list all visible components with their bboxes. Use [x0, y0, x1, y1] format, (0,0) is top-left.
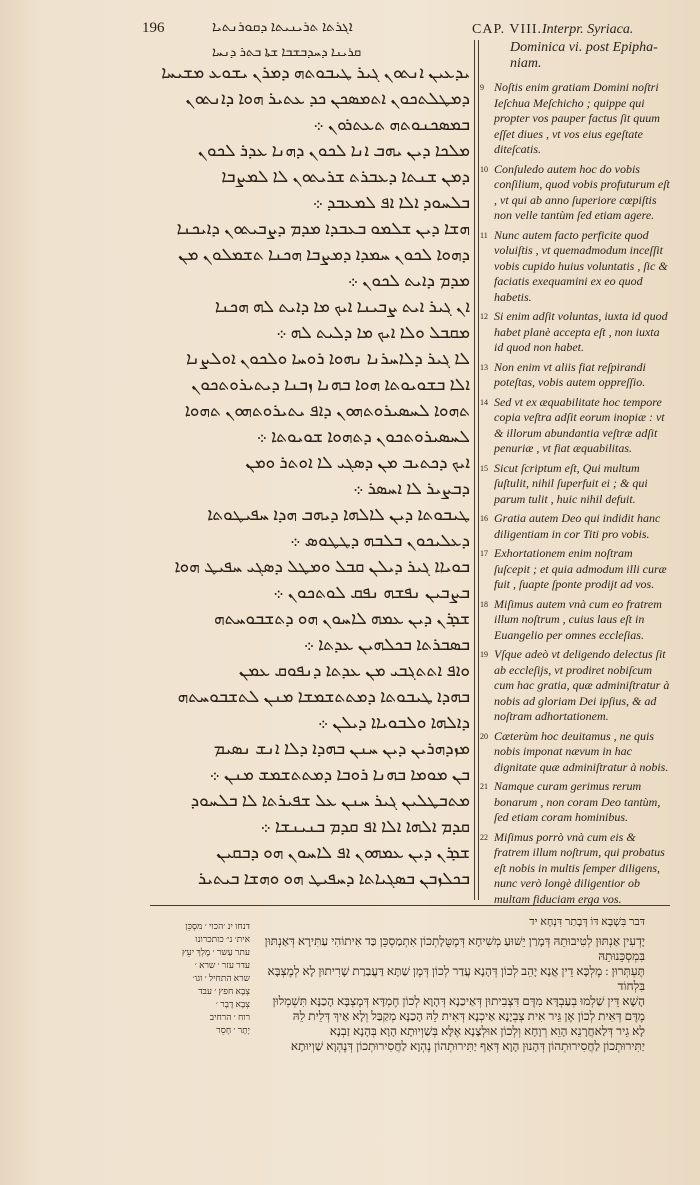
verse-number: 11: [480, 230, 488, 240]
verse-text: Si enim adſit voluntas, iuxta id quod habet planè accepta eſt , non iuxta id quod non habet.: [494, 309, 668, 354]
verse-text: Nunc autem facto perficite quod voluiſtis , vt quemadmodum inceſſit vobis cupido huius voluntatis , ſic & faciatis exequamini ex eo quod habetis.: [494, 227, 668, 304]
syriac-line: ܩܕܡ ܐܠܗܐ ܐܠܐ ܐܦ ܩܕܡ ܒܢܝܢܫܐ ܀: [260, 817, 470, 836]
verse-number: 16: [480, 514, 488, 523]
hebrew-side-notes: [155, 920, 250, 1037]
hebrew-gloss: עדר עזר ׳ שרא ׳: [194, 960, 250, 970]
verse-text: Miſimus autem vnà cum eo fratrem illum noſtrum , cuius laus eſt in Euangelio per omnes eccleſias.: [494, 596, 662, 642]
latin-verse: [480, 779, 670, 826]
verse-text: Non enim vt aliis fiat reſpirandi poteſtas, vobis autem oppreſſio.: [494, 359, 646, 389]
syriac-line: ܐܠܐ ܒܫܘܝܘܬܐ ܗܘܐ ܒܗܢܐ ܙܒܢܐ ܕܝܬܝܪܘܬܟܘܢ: [191, 375, 470, 394]
syriac-line: ܡܙܕܗܪܝܢ ܕܝܢ ܚܢܢ ܒܗܕܐ ܕܠܐ ܐܢܫ ܢܣܝܡ: [213, 739, 470, 758]
syriac-line: ܘܐܦ ܐܬܬܓܒܝ ܡܢ ܥܕܬܐ ܕܢܦܘܩ ܥܡܢ: [238, 661, 470, 680]
latin-verse: [480, 360, 670, 391]
syriac-line: ܐܝܟ ܕܟܬܝܒ ܡܢ ܕܣܓܝ ܠܐ ܐܘܬܪ ܘܡܢ: [245, 453, 470, 472]
syriac-line: ܠܐ ܓܝܪ ܕܠܐܚܪܢܐ ܢܗܘܐ ܪܘܚܐ ܘܠܟܘܢ ܐܘܠܨܢܐ: [186, 349, 470, 368]
syriac-line: ܫܕܪܢ ܕܝܢ ܥܡܗܘܢ ܐܦ ܠܐܚܘܢ ܗܘ ܕܒܩܝܢ: [216, 843, 470, 862]
hebrew-line: יַתִּירוּתְכוֹן לַחֲסִירוּתְהוֹן דְּהָנוּן הָוָא דְּאַף יַתִּירוּתְהוֹן נֶהְוָא לַחֲסִירוּתְכוֹן דְּנֶהְוָא שַׁוְיוּתָא: [290, 1039, 645, 1053]
column-rule: [474, 40, 475, 900]
latin-verse: [480, 228, 670, 306]
syriac-running-title: ܐܓܪܬܐ ܬܪܝܢܝܬܐ ܕܩܘܪܢܬܝܐ: [212, 20, 353, 35]
latin-text-column: [480, 80, 670, 911]
syriac-line: ܡܩܒܠ ܘܠܐ ܐܝܟ ܡܐ ܕܠܝܬ ܠܗ ܀: [276, 323, 470, 342]
syriac-lesson-heading: ܩܪܝܢܐ ܕܚܕܒܫܒܐ ܫܬܐ ܒܬܪ ܕܢܚܐ: [212, 44, 362, 59]
latin-verse: [480, 80, 670, 158]
verse-text: Sicut ſcriptum eſt, Qui multum ſuſtulit, nihil ſuperfuit ei ; & qui parum tulit , huic nihil defuit.: [494, 460, 648, 506]
latin-verse: [480, 546, 670, 593]
syriac-line: ܕܗܘܐ ܠܟܘܢ ܚܡܕܐ ܕܡܨܒܐ ܗܟܢܐ ܬܫܡܠܘܢ ܡܢ: [178, 245, 470, 264]
syriac-line: ܠܚܣܝܪܘܬܟܘܢ ܕܬܗܘܐ ܫܘܝܘܬܐ ܀: [256, 427, 470, 446]
hebrew-gloss: צְבָא חפץ ׳ עבד: [198, 986, 250, 996]
hebrew-gloss: רוח ׳ הרחיב: [209, 1012, 250, 1022]
hebrew-line: יָדְעִין אַנְתּוּן לְטִיבוּתֵהּ דְּמָרַן יֵשׁוּעַ מְשִׁיחָא דְּמֶטֻּלָתְכוֹן אִתְמַסְכֵּן כַּד אִיתוֹהִי עַתִּירָא דְּאַנְתּוּן בִּמְסְכֵּנוּתֵהּ: [264, 934, 645, 963]
syriac-line: ܕܥܠܝܟܘܢ ܒܠܒܗ ܕܛܛܘܣ ܀: [290, 531, 470, 550]
verse-number: 14: [480, 397, 488, 407]
syriac-line: ܒܣܒܪܬܐ ܒܟܠܗܝܢ ܥܕܬܐ ܀: [303, 635, 470, 654]
verse-text: Miſimus porrò vnà cum eis & fratrem illum noſtrum, qui probatus eſt nobis in multis ſemper diligens, nunc verò longè diligentior ob multam fiduciam erga vos.: [494, 829, 665, 906]
verse-number: 20: [480, 731, 488, 741]
verse-number: 21: [480, 782, 488, 791]
hebrew-gloss: יָתָר ׳ חָסֵר: [216, 1025, 250, 1035]
syriac-line: ܒܟܠܙܒܢ ܒܣܓܝܐܬܐ ܕܚܦܝܛ ܗܘ ܘܗܫܐ ܒܝܬܝܪ: [197, 869, 470, 888]
verse-text: Noſtis enim gratiam Domini noſtri Ieſchua Meſchicho ; quippe qui propter vos pauper factus ſit quum eſſet diues , vt vos eius egeſtate diteſcatis.: [494, 80, 660, 156]
syriac-line: ܕܡܛܠܬܟܘܢ ܐܬܡܣܟܢ ܟܕ ܥܬܝܪ ܗܘܐ ܕܐܢܬܘܢ: [185, 89, 470, 108]
syriac-line: ܐܢ ܓܝܪ ܐܝܬ ܨܒܝܢܐ ܐܝܟ ܡܐ ܕܐܝܬ ܠܗ ܗܟܢܐ: [214, 297, 470, 316]
verse-number: 9: [480, 83, 484, 92]
verse-number: 22: [480, 832, 488, 842]
hebrew-line: תֶּעְתְּרוּן : מֶלְכָּא דֵין אֲנָא יָהֵב לְכוֹן דְּהָנָא עֲדַר לְכוֹן דְּמֶן שַׁתָּא דַּעֲבַרַת שָׁרִיתוּן לָא לְמֶצְבָּא בִּלְחוֹד: [267, 964, 645, 993]
syriac-line: ܝܕܥܝܢ ܐܢܬܘܢ ܓܝܪ ܛܝܒܘܬܗ ܕܡܪܢ ܝܫܘܥ ܡܫܝܚܐ: [161, 63, 470, 82]
syriac-line: ܕܡܢ ܫܢܬܐ ܕܥܒܪܬ ܫܪܝܬܘܢ ܠܐ ܠܡܨܒܐ: [221, 167, 470, 186]
verse-text: Conſuledo autem hoc do vobis conſilium, quod vobis profuturum eſt , vt qui ab anno ſuperiore cœpiſtis non velle tantùm ſed etiam agere.: [494, 161, 670, 222]
verse-number: 12: [480, 312, 488, 321]
syriac-text-column: [130, 60, 470, 892]
verse-text: Cæterùm hoc deuitamus , ne quis nobis imponat nævum in hac dignitate quæ adminiſtratur à nobis.: [494, 728, 669, 774]
verse-number: 13: [480, 362, 488, 372]
latin-verse: [480, 647, 670, 725]
hebrew-gloss: דנחו ינ ׳הכוי ׳ מסְכֵּן: [185, 921, 250, 931]
syriac-line: ܒܗܕܐ ܛܝܒܘܬܐ ܕܡܬܬܫܡܫܐ ܡܢܢ ܠܬܫܒܘܚܬܗ: [177, 687, 470, 706]
verse-number: 18: [480, 599, 488, 609]
latin-verse: [480, 461, 670, 508]
latin-verse: [480, 395, 670, 457]
syriac-line: ܕܒܨܝܪ ܠܐ ܐܚܣܪ ܀: [353, 479, 470, 498]
latin-verse: [480, 597, 670, 644]
hebrew-heading: דּבר בִּשְׁבָא דּוֹ דְּבָתַר דִּנְחָא יד: [529, 916, 645, 928]
hebrew-gloss: עתר עַשר ׳ מֶלְךְ יעֵץ: [181, 947, 250, 957]
hebrew-gloss: אית׳ נ״ כותכרונו: [195, 934, 250, 944]
syriac-line: ܡܕܡ ܕܐܝܬ ܠܟܘܢ ܀: [347, 271, 470, 290]
latin-verse: [480, 511, 670, 542]
verse-text: Namque curam gerimus rerum bonarum , non coram Deo tantùm, ſed etiam coram hominibus.: [494, 779, 661, 824]
hebrew-line: הָשָׁא דֵּין שַׁלְמוּ בְעַבְדָּא מִדֶּם דִּצְבִיתוּן דְּאַיכַנָא דְּהָוָא לְכוֹן חֶמְדָּא דְּמֶצְבָּא הָכַנָּא תִּשְׁמְלוּן: [272, 994, 645, 1008]
syriac-line: ܒܡܣܟܢܘܬܗ ܬܥܬܪܘܢ ܀: [313, 115, 470, 134]
syriac-line: ܛܝܒܘܬܐ ܕܝܢ ܠܐܠܗܐ ܕܝܗܒ ܗܕܐ ܚܦܝܛܘܬܐ: [207, 505, 470, 524]
syriac-line: ܗܫܐ ܕܝܢ ܫܠܡܘ ܒܥܒܕܐ ܡܕܡ ܕܨܒܝܬܘܢ ܕܐܝܟܢܐ: [176, 219, 470, 238]
syriac-line: ܒܘܝܐܐ ܓܝܪ ܕܝܠܢ ܩܒܠ ܘܡܛܠ ܕܣܓܝ ܚܦܝܛ ܗܘܐ: [174, 557, 470, 576]
page-number: 196: [142, 20, 165, 36]
chapter-label: CAP. VIII.: [472, 22, 543, 37]
hebrew-gloss: צְבָא דָבָר ׳: [215, 999, 250, 1009]
latin-verse: [480, 162, 670, 224]
latin-verse: [480, 729, 670, 776]
syriac-line: ܒܨܒܝܢ ܢܦܫܗ ܢܦܩ ܠܘܬܟܘܢ ܀: [273, 583, 470, 602]
column-rule: [478, 40, 479, 900]
syriac-line: ܡܬܒܛܠܝܢ ܓܝܪ ܚܢܢ ܥܠ ܫܦܝܪܬܐ ܠܐ ܒܠܚܘܕ: [190, 791, 470, 810]
syriac-line: ܒܢ ܡܘܡܐ ܒܗܢܐ ܪܘܒܐ ܕܡܬܬܫܡܫ ܡܢܢ ܀: [209, 765, 470, 784]
syriac-line: ܒܠܚܘܕ ܐܠܐ ܐܦ ܠܡܥܒܕ ܀: [312, 193, 470, 212]
verse-number: 19: [480, 650, 488, 659]
latin-lesson-title: Dominica vi. post Epipha- niam.: [510, 40, 658, 71]
latin-verse: [480, 830, 670, 908]
hebrew-gloss: שרא התחיל ׳ וגו׳: [192, 973, 250, 983]
verse-text: Vſque adeò vt deligendo delectus ſit ab eccleſijs, vt prodiret nobiſcum cum hac gratia, quæ adminiſtratur à nobis ad gloriam Dei ipſius, & ad noſtram adhortationem.: [494, 647, 670, 723]
syriac-line: ܡܠܟܐ ܕܝܢ ܝܗܒ ܐܢܐ ܠܟܘܢ ܕܗܢܐ ܥܕܪ ܠܟܘܢ: [197, 141, 470, 160]
hebrew-text-block: [250, 915, 645, 1054]
hebrew-line: לָא גֵיר דְּלַאחֲרָנֵא הָוֵא רְוָחָא וְלְכוֹן אוּלְצָנָא אֶלָּא בְּשַׁוְיוּתָא הָוָא בְּהָנָא זַבְנָא: [329, 1024, 645, 1038]
verse-text: Sed vt ex æquabilitate hoc tempore copia veſtra adſit eorum inopiæ : vt & illorum abundantia veſtræ adſit penuriæ , vt fiat æquabilitas.: [494, 394, 665, 455]
interpretation-label: Interpr. Syriaca.: [542, 22, 634, 37]
verse-number: 15: [480, 463, 488, 473]
verse-text: Gratia autem Deo qui indidit hanc diligentiam in cor Titi pro vobis.: [494, 511, 661, 541]
syriac-line: ܬܗܘܐ ܠܚܣܝܪܘܬܗܘܢ ܕܐܦ ܝܬܝܪܘܬܗܘܢ ܬܗܘܐ: [184, 401, 470, 420]
verse-number: 10: [480, 164, 488, 174]
hebrew-line: מֶדֶּם דְּאִית לְכוֹן אֶן גֵּיר אִית צְבְיָנָא אַיכְנָא דְּאִית לֵהּ הָכַנָּא מְקַבַּל וְלָא אַיךְ דְּלֵית לֵהּ: [292, 1009, 645, 1023]
latin-verse: [480, 309, 670, 356]
verse-text: Exhortationem enim noſtram ſuſcepit ; et quia admodum illi curæ fuit , ſuapte ſponte prodijt ad vos.: [494, 546, 667, 591]
verse-number: 17: [480, 549, 488, 558]
syriac-line: ܫܕܪܢ ܕܝܢ ܥܡܗ ܠܐܚܘܢ ܗܘ ܕܬܫܒܘܚܬܗ: [213, 609, 470, 628]
syriac-line: ܕܐܠܗܐ ܘܠܒܘܝܐܐ ܕܝܠܢ ܀: [317, 713, 470, 732]
footer-rule: [150, 905, 670, 906]
